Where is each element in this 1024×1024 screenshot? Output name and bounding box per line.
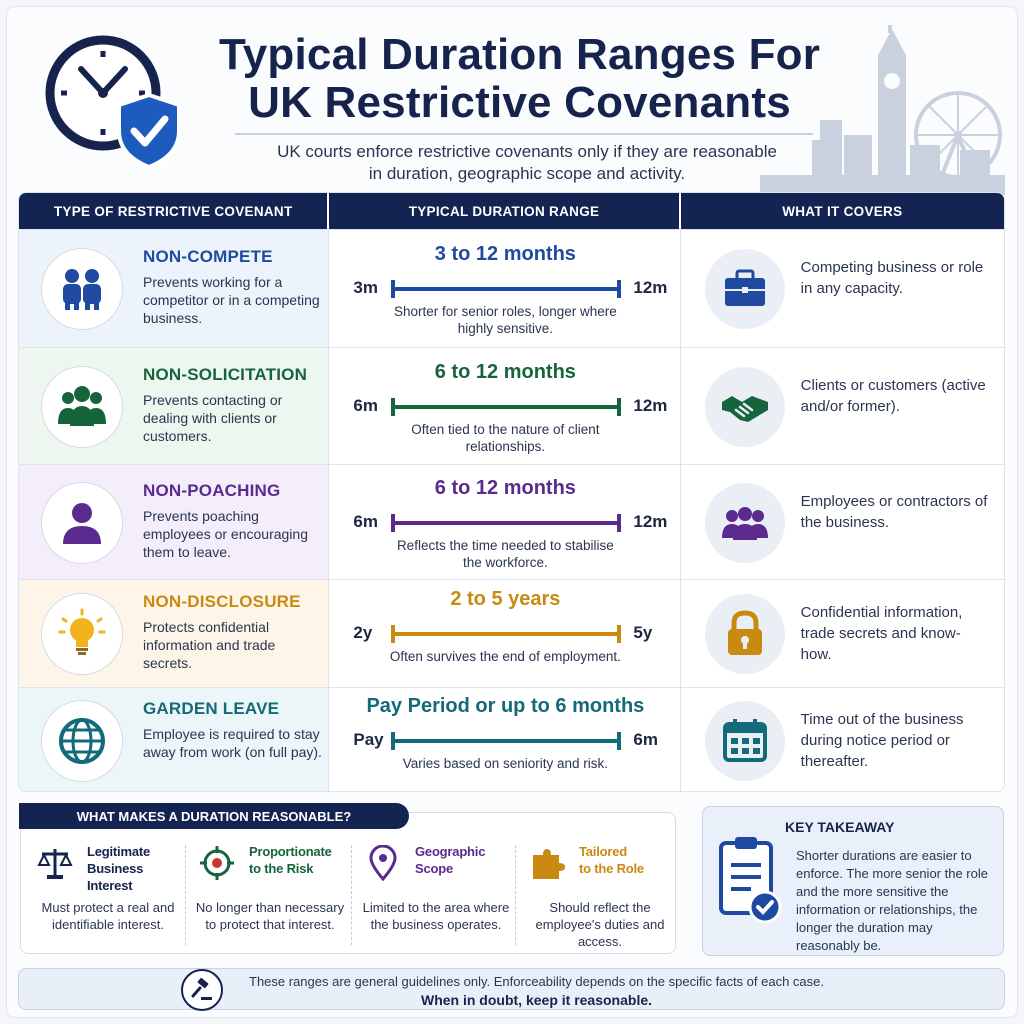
duration-cell	[329, 230, 680, 347]
key-takeaway-text: Shorter durations are easier to enforce. The more senior the role and the more sensitive the information or relationships, the longer the duration may reasonably be.	[796, 848, 988, 953]
table-row	[19, 464, 1004, 579]
covenant-description: Prevents working for a competitor or in a competing business.	[143, 274, 320, 326]
factor-name	[249, 843, 332, 877]
covenant-name: NON-COMPETE	[143, 247, 273, 266]
factor-name-line-1: Geographic	[415, 844, 486, 859]
col-header-type: TYPE OF RESTRICTIVE COVENANT	[19, 193, 329, 229]
clock-shield-icon	[41, 33, 186, 173]
covenant-name: NON-SOLICITATION	[143, 364, 308, 384]
duration-range: 6 to 12 months	[434, 476, 576, 499]
footer-disclaimer: These ranges are general guidelines only. Enforceability depends on the specific facts of each case.	[249, 974, 824, 989]
factor-icon	[365, 845, 401, 881]
key-takeaway-title: KEY TAKEAWAY	[785, 819, 895, 835]
covers-text: Clients or customers (active and/or former).	[800, 376, 986, 415]
table-row	[19, 229, 1004, 347]
title-divider	[235, 133, 813, 135]
title-line-2: UK Restrictive Covenants	[248, 78, 791, 127]
covenant-type-cell	[19, 230, 329, 347]
range-end-label: 12m	[633, 511, 668, 531]
covers-cell	[681, 348, 1004, 464]
factor-icon	[37, 845, 73, 881]
covenant-name: NON-POACHING	[143, 480, 281, 500]
factor-description: Must protect a real and identifiable interest.	[41, 900, 175, 932]
covenant-name: NON-DISCLOSURE	[143, 592, 301, 611]
range-end-label: 6m	[633, 730, 658, 749]
people-icon	[41, 248, 123, 330]
covenant-type-cell	[19, 348, 329, 464]
table-body	[19, 229, 1004, 792]
duration-range: 3 to 12 months	[434, 243, 576, 265]
range-start-label: 3m	[353, 278, 378, 297]
factor-name-line-2: to the Risk	[249, 861, 314, 876]
factor-name-line-2: Business Interest	[87, 861, 144, 893]
covenant-description: Protects confidential information and trade secrets.	[143, 619, 276, 671]
factor-divider	[351, 845, 352, 945]
covenant-type-cell	[19, 465, 329, 579]
duration-bar	[391, 405, 621, 409]
table-row	[19, 347, 1004, 464]
factor-description: No longer than necessary to protect that interest.	[195, 900, 345, 932]
duration-note: Varies based on seniority and risk.	[402, 756, 609, 771]
handshake-icon	[705, 367, 785, 447]
covers-cell	[681, 230, 1004, 347]
duration-cell	[329, 465, 680, 579]
subtitle-line-1: UK courts enforce restrictive covenants only if they are reasonable	[277, 142, 777, 161]
range-start-label: 6m	[353, 395, 378, 415]
factor-name-line-1: Legitimate	[87, 844, 151, 859]
covenant-type-cell	[19, 688, 329, 792]
calendar-icon	[705, 701, 785, 781]
factor-divider	[515, 845, 516, 945]
duration-range: 6 to 12 months	[434, 360, 576, 383]
factor-name-line-2: Scope	[415, 861, 454, 876]
team-icon	[705, 483, 785, 563]
clipboard-check-icon	[717, 835, 783, 925]
reasonable-factor	[519, 841, 681, 951]
covers-text: Employees or contractors of the business.	[800, 492, 988, 531]
range-end-label: 12m	[633, 278, 668, 297]
group-icon	[41, 366, 123, 448]
duration-cell	[329, 688, 680, 792]
duration-bar	[391, 632, 621, 636]
duration-range: 2 to 5 years	[450, 588, 561, 610]
duration-range: Pay Period or up to 6 months	[366, 695, 645, 717]
factor-name	[87, 843, 189, 894]
covenant-description: Prevents poaching employees or encouraging them to leave.	[143, 507, 308, 560]
reasonable-factor	[27, 841, 189, 951]
covers-cell	[681, 688, 1004, 792]
duration-note: Often survives the end of employment.	[389, 649, 621, 664]
lightbulb-icon	[41, 593, 123, 675]
padlock-icon	[705, 594, 785, 674]
factor-name	[579, 843, 644, 877]
subtitle	[237, 141, 817, 185]
covers-text: Time out of the business during notice period or thereafter.	[800, 711, 964, 770]
reasonable-factor	[355, 841, 517, 951]
range-end-label: 12m	[633, 395, 668, 415]
table-header	[19, 193, 1004, 229]
duration-cell	[329, 348, 680, 464]
footer-note	[18, 968, 1005, 1010]
duration-note: Shorter for senior roles, longer where highly sensitive.	[393, 304, 617, 336]
reasonable-factor	[189, 841, 351, 951]
title-line-1: Typical Duration Ranges For	[218, 30, 821, 79]
factor-description: Should reflect the employee's duties and access.	[535, 900, 665, 949]
table-row	[19, 579, 1004, 687]
reasonable-panel	[20, 808, 676, 954]
covers-cell	[681, 580, 1004, 687]
key-takeaway-panel	[702, 806, 1004, 956]
page-title	[207, 31, 832, 127]
duration-bar	[391, 521, 621, 525]
covenant-type-cell	[19, 580, 329, 687]
covenant-description: Prevents contacting or dealing with clients or customers.	[143, 391, 283, 444]
covers-cell	[681, 465, 1004, 579]
factor-icon	[199, 845, 235, 881]
person-icon	[41, 482, 123, 564]
range-end-label: 5y	[633, 623, 653, 642]
col-header-covers: WHAT IT COVERS	[782, 203, 903, 219]
range-start-label: 6m	[353, 511, 378, 531]
factor-name	[415, 843, 485, 877]
subtitle-line-2: in duration, geographic scope and activity.	[368, 164, 686, 183]
covers-text: Confidential information, trade secrets and know-how.	[800, 604, 963, 663]
factor-name-line-1: Tailored	[579, 844, 628, 859]
col-header-duration: TYPICAL DURATION RANGE	[329, 193, 680, 229]
duration-note: Often tied to the nature of client relationships.	[411, 421, 600, 454]
duration-note: Reflects the time needed to stabilise the workforce.	[396, 537, 614, 570]
globe-icon	[41, 700, 123, 782]
table-row	[19, 687, 1004, 792]
covenant-table	[18, 192, 1005, 792]
factor-name-line-2: to the Role	[579, 861, 644, 876]
duration-cell	[329, 580, 680, 687]
covenant-description: Employee is required to stay away from work (on full pay).	[143, 726, 322, 760]
footer-advice: When in doubt, keep it reasonable.	[420, 992, 653, 1008]
range-start-label: Pay	[353, 730, 384, 749]
reasonable-title: WHAT MAKES A DURATION REASONABLE?	[19, 803, 409, 829]
factor-description: Limited to the area where the business operates.	[362, 900, 510, 932]
covenant-name: GARDEN LEAVE	[143, 699, 280, 718]
factor-icon	[529, 845, 565, 881]
duration-bar	[391, 739, 621, 743]
briefcase-icon	[705, 249, 785, 329]
factor-divider	[185, 845, 186, 945]
factor-name-line-1: Proportionate	[249, 844, 332, 859]
duration-bar	[391, 287, 621, 291]
range-start-label: 2y	[353, 623, 373, 642]
covers-text: Competing business or role in any capacity.	[800, 259, 984, 297]
